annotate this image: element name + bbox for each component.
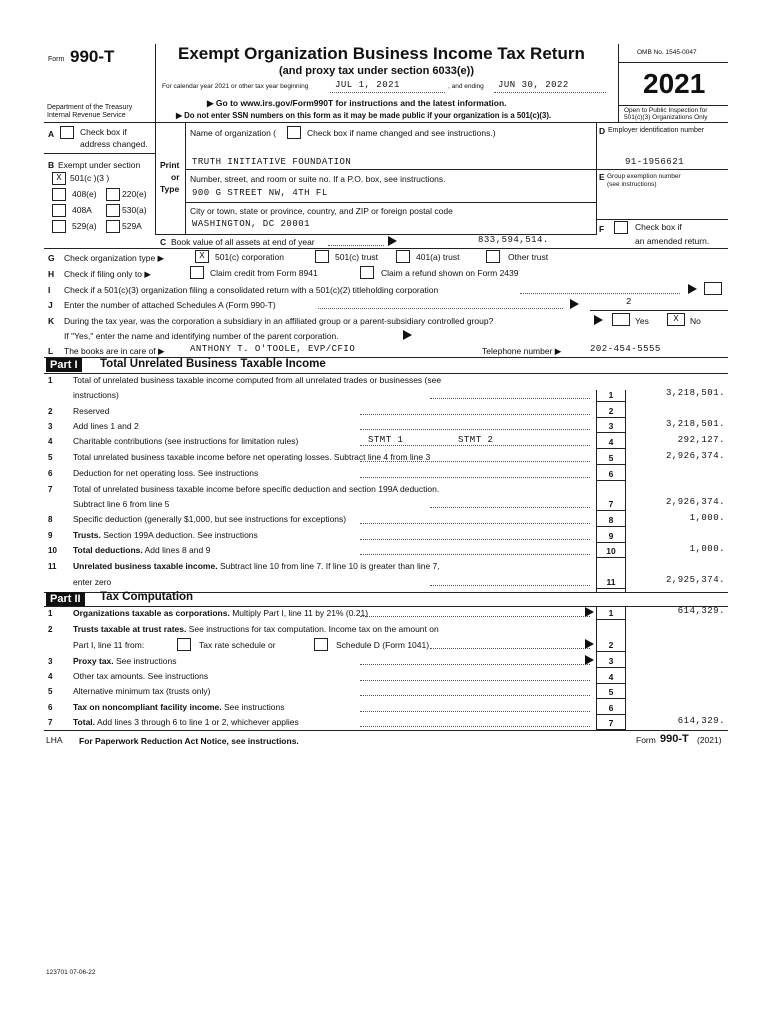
line-number: 5 xyxy=(48,453,53,462)
dot-leader xyxy=(430,585,590,586)
box-rule xyxy=(596,619,626,620)
line-amount[interactable]: 614,329. xyxy=(677,716,725,726)
dept-treasury: Department of the Treasury xyxy=(47,104,133,111)
line-text: Specific deduction (generally $1,000, but see instructions for exceptions) xyxy=(73,514,347,524)
form-number: 990-T xyxy=(70,47,115,66)
type-label: Type xyxy=(160,184,180,194)
408a-text: 408A xyxy=(72,205,92,215)
claim-credit-text: Claim credit from Form 8941 xyxy=(210,268,318,278)
form-subtitle: (and proxy tax under section 6033(e)) xyxy=(279,65,474,77)
line-bold-text: Trusts. xyxy=(73,530,101,540)
line-number: 7 xyxy=(48,485,53,494)
street-label: Number, street, and room or suite no. If a P.O. box, see instructions. xyxy=(190,174,446,184)
statement-ref-1: STMT 1 xyxy=(368,435,404,445)
408a-checkbox[interactable] xyxy=(52,204,66,217)
goto-instructions: ▶ Go to www.irs.gov/Form990T for instructions and the latest information. xyxy=(207,98,507,108)
line-text: Section 199A deduction. See instructions xyxy=(103,530,258,540)
line-bold-text: Unrelated business taxable income. xyxy=(73,561,218,571)
line-text-wrapper xyxy=(73,686,210,696)
line-b-label: B xyxy=(48,160,55,170)
line-bold-text: Proxy tax. xyxy=(73,656,114,666)
line-text-wrapper xyxy=(73,421,139,431)
line-text-wrapper xyxy=(73,436,298,446)
dot-leader xyxy=(430,398,590,399)
line-number: 1 xyxy=(48,376,53,385)
footer-form-number: 990-T xyxy=(660,733,689,745)
footer-form-year: (2021) xyxy=(697,735,722,745)
line-number: 11 xyxy=(48,562,57,571)
line-text: Add lines 3 through 6 to line 1 or 2, whichever applies xyxy=(96,717,299,727)
line-box-number: 6 xyxy=(608,703,614,713)
open-public-2: 501(c)(3) Organizations Only xyxy=(624,114,708,121)
org-name[interactable]: TRUTH INITIATIVE FOUNDATION xyxy=(192,157,352,167)
street-address[interactable]: 900 G STREET NW, 4TH FL xyxy=(192,188,328,198)
line-box-number: 6 xyxy=(608,469,614,479)
220e-checkbox[interactable] xyxy=(106,188,120,201)
ssn-warning: ▶ Do not enter SSN numbers on this form as it may be made public if your organization is a 501(c)(3). xyxy=(176,111,552,120)
tax-rate-schedule-checkbox[interactable] xyxy=(177,638,191,651)
line-h-label: H xyxy=(48,269,55,279)
name-changed-checkbox[interactable] xyxy=(287,126,301,139)
box-rule xyxy=(596,480,626,481)
name-changed-text: Check box if name changed and see instructions.) xyxy=(307,128,496,138)
line-text: Alternative minimum tax (trusts only) xyxy=(73,686,211,696)
amended-return-checkbox[interactable] xyxy=(614,221,628,234)
dot-leader xyxy=(360,414,590,415)
401a-trust-checkbox[interactable] xyxy=(396,250,410,263)
line-k-label: K xyxy=(48,316,55,326)
line-text: Charitable contributions (see instructions for limitation rules) xyxy=(73,436,299,446)
line-text-wrapper xyxy=(73,656,177,666)
line-text-wrapper xyxy=(73,608,368,618)
501c-checkbox[interactable]: X xyxy=(52,172,66,185)
irs: Internal Revenue Service xyxy=(47,112,126,119)
box-rule xyxy=(596,526,626,527)
schedule-d-text: Schedule D (Form 1041) xyxy=(336,640,430,650)
city-label: City or town, state or province, country, and ZIP or foreign postal code xyxy=(190,206,453,216)
line-text: Add lines 1 and 2 xyxy=(73,421,139,431)
box-rule xyxy=(596,698,626,699)
line-box-number: 1 xyxy=(608,390,614,400)
line-bold-text: Tax on noncompliant facility income. xyxy=(73,702,222,712)
line-text-wrapper xyxy=(73,545,210,555)
amended-text-2: an amended return. xyxy=(635,236,710,246)
line-number: 7 xyxy=(48,718,53,727)
line-bold-text: Trusts taxable at trust rates. xyxy=(73,624,187,634)
dot-leader xyxy=(360,445,590,446)
claim-credit-checkbox[interactable] xyxy=(190,266,204,279)
box-rule xyxy=(596,588,626,589)
form-code: 123701 07-06-22 xyxy=(46,969,96,976)
line-g-label: G xyxy=(48,253,55,263)
line-box-number: 7 xyxy=(608,499,614,509)
dot-leader xyxy=(360,616,590,617)
tax-rate-schedule-text: Tax rate schedule or xyxy=(199,640,276,650)
line-number: 5 xyxy=(48,687,53,696)
books-care-text: The books are in care of ▶ xyxy=(64,346,165,356)
claim-refund-text: Claim a refund shown on Form 2439 xyxy=(381,268,519,278)
line-j-label: J xyxy=(48,300,53,310)
arrow-icon xyxy=(585,655,594,665)
exempt-under-text: Exempt under section xyxy=(58,160,141,170)
line-box-number: 2 xyxy=(608,406,614,416)
box-rule xyxy=(596,417,626,418)
501c-trust-checkbox[interactable] xyxy=(315,250,329,263)
line-f-label: F xyxy=(599,224,605,234)
line-number: 9 xyxy=(48,531,53,540)
arrow-icon xyxy=(585,607,594,617)
line-number: 3 xyxy=(48,657,53,666)
line-box-number: 1 xyxy=(608,608,614,618)
dot-leader xyxy=(360,711,590,712)
dot-leader xyxy=(360,461,590,462)
dot-leader xyxy=(430,648,590,649)
dot-leader xyxy=(360,429,590,430)
line-text-wrapper xyxy=(73,561,440,571)
line-text-wrapper xyxy=(73,671,208,681)
subsidiary-yes-checkbox[interactable] xyxy=(612,313,630,326)
line-amount[interactable]: 1,000. xyxy=(689,513,725,523)
schedules-a-text: Enter the number of attached Schedules A (Form 990-T) xyxy=(64,300,276,310)
footer-form-word: Form xyxy=(636,735,656,745)
line-amount[interactable]: 2,926,374. xyxy=(665,451,725,461)
line-box-number: 10 xyxy=(606,546,616,556)
line-number: 8 xyxy=(48,515,53,524)
line-box-number: 8 xyxy=(608,515,614,525)
line-text-continued: Subtract line 6 from line 5 xyxy=(73,499,170,509)
line-amount[interactable]: 2,926,374. xyxy=(665,497,725,507)
and-ending-text: , and ending xyxy=(448,83,484,90)
220e-text: 220(e) xyxy=(122,189,147,199)
line-amount[interactable]: 2,925,374. xyxy=(665,575,725,585)
line-text: Reserved xyxy=(73,406,110,416)
ein-label: Employer identification number xyxy=(608,127,705,134)
org-type-text: Check organization type ▶ xyxy=(64,253,165,263)
line-i-label: I xyxy=(48,285,51,295)
subsidiary-yes-text: Yes xyxy=(635,316,649,326)
filing-only-text: Check if filing only to ▶ xyxy=(64,269,151,279)
box-rule xyxy=(596,651,626,652)
line-box-number: 3 xyxy=(608,656,614,666)
line-text-wrapper xyxy=(73,717,299,727)
408e-checkbox[interactable] xyxy=(52,188,66,201)
line-text-continued: Part I, line 11 from: xyxy=(73,640,145,650)
line-number: 6 xyxy=(48,703,53,712)
line-text: See instructions xyxy=(224,702,285,712)
line-text-wrapper xyxy=(73,484,439,494)
book-value[interactable]: 833,594,514. xyxy=(478,235,549,245)
line-text-continued: instructions) xyxy=(73,390,119,400)
line-text: Deduction for net operating loss. See instructions xyxy=(73,468,259,478)
statement-ref-2: STMT 2 xyxy=(458,435,494,445)
408e-text: 408(e) xyxy=(72,189,97,199)
ein-value[interactable]: 91-1956621 xyxy=(625,157,685,167)
org-name-label: Name of organization ( xyxy=(190,128,276,138)
line-box-number: 9 xyxy=(608,531,614,541)
books-care-name[interactable]: ANTHONY T. O'TOOLE, EVP/CFIO xyxy=(190,344,356,354)
form-word: Form xyxy=(48,56,65,63)
line-text: Total of unrelated business taxable income before specific deduction and section 199A deduction. xyxy=(73,484,440,494)
line-amount[interactable]: 292,127. xyxy=(677,435,725,445)
dot-leader xyxy=(360,695,590,696)
lha-text: LHA xyxy=(46,735,63,745)
line-text-wrapper xyxy=(73,530,258,540)
line-number: 2 xyxy=(48,407,53,416)
501c-trust-text: 501(c) trust xyxy=(335,252,378,262)
book-value-label: Book value of all assets at end of year xyxy=(171,237,315,247)
schedules-a-count[interactable]: 2 xyxy=(626,297,632,307)
line-text: Multiply Part I, line 11 by 21% (0.21) xyxy=(232,608,369,618)
line-text-wrapper xyxy=(73,375,441,385)
529A-text: 529A xyxy=(122,221,142,231)
401a-trust-text: 401(a) trust xyxy=(416,252,460,262)
end-date: JUN 30, 2022 xyxy=(498,80,569,90)
line-number: 10 xyxy=(48,546,57,555)
address-changed-text-1: Check box if xyxy=(80,127,127,137)
schedule-d-checkbox[interactable] xyxy=(314,638,328,651)
subsidiary-no-text: No xyxy=(690,316,701,326)
box-rule xyxy=(596,683,626,684)
line-box-number: 2 xyxy=(608,640,614,650)
line-amount[interactable]: 3,218,501. xyxy=(665,388,725,398)
line-amount[interactable]: 3,218,501. xyxy=(665,419,725,429)
part-2-label: Part II xyxy=(46,592,85,606)
other-trust-text: Other trust xyxy=(508,252,549,262)
line-text: Total of unrelated business taxable income computed from all unrelated trades or businesses (see xyxy=(73,375,442,385)
line-number: 6 xyxy=(48,469,53,478)
dot-leader xyxy=(360,664,590,665)
telephone-label: Telephone number ▶ xyxy=(482,346,562,356)
line-box-number: 5 xyxy=(608,453,614,463)
dot-leader xyxy=(360,680,590,681)
line-c-label: C xyxy=(160,237,167,247)
subsidiary-question: During the tax year, was the corporation a subsidiary in an affiliated group or a parent-subsidiary controlled group? xyxy=(64,316,494,326)
box-rule xyxy=(596,714,626,715)
line-text-wrapper xyxy=(73,406,109,416)
line-bold-text: Total. xyxy=(73,717,96,727)
group-exemption-label-1: Group exemption number xyxy=(607,173,681,180)
parent-corp-text: If "Yes," enter the name and identifying number of the parent corporation. xyxy=(64,331,339,341)
line-number: 2 xyxy=(48,625,53,634)
line-text-wrapper xyxy=(73,514,346,524)
dot-leader xyxy=(360,523,590,524)
box-rule xyxy=(596,448,626,449)
line-l-label: L xyxy=(48,346,54,356)
or-label: or xyxy=(171,172,180,182)
line-e-label: E xyxy=(599,172,605,182)
530a-checkbox[interactable] xyxy=(106,204,120,217)
tax-year: 2021 xyxy=(643,68,706,99)
line-box-number: 11 xyxy=(606,577,616,587)
box-rule xyxy=(596,464,626,465)
address-changed-text-2: address changed. xyxy=(80,139,148,149)
501c-text: 501(c )(3 ) xyxy=(70,173,110,183)
omb-number: OMB No. 1545-0047 xyxy=(637,49,697,56)
amended-text-1: Check box if xyxy=(635,222,682,232)
group-exemption-label-2: (see instructions) xyxy=(607,181,657,188)
dot-leader xyxy=(360,554,590,555)
line-box-number: 4 xyxy=(608,437,614,447)
line-number: 1 xyxy=(48,609,53,618)
consolidated-return-checkbox[interactable] xyxy=(704,282,722,295)
address-changed-checkbox[interactable] xyxy=(60,126,74,139)
begin-date: JUL 1, 2021 xyxy=(335,80,400,90)
line-amount[interactable]: 614,329. xyxy=(677,606,725,616)
529a-text: 529(a) xyxy=(72,221,97,231)
line-number: 4 xyxy=(48,672,53,681)
subsidiary-no-checkbox[interactable]: X xyxy=(667,313,685,326)
line-bold-text: Organizations taxable as corporations. xyxy=(73,608,230,618)
line-text: Other tax amounts. See instructions xyxy=(73,671,209,681)
line-text-continued: enter zero xyxy=(73,577,112,587)
box-rule xyxy=(596,401,626,402)
dot-leader xyxy=(360,477,590,478)
line-number: 4 xyxy=(48,437,53,446)
consolidated-return-text: Check if a 501(c)(3) organization filing a consolidated return with a 501(c)(2) titleholding corporation xyxy=(64,285,439,295)
line-text-wrapper xyxy=(73,624,439,634)
part-1-label: Part I xyxy=(46,358,82,372)
box-rule xyxy=(596,542,626,543)
line-text-wrapper xyxy=(73,702,284,712)
dot-leader xyxy=(360,539,590,540)
other-trust-checkbox[interactable] xyxy=(486,250,500,263)
box-rule xyxy=(596,432,626,433)
501c-corporation-text: 501(c) corporation xyxy=(215,252,284,262)
529A-checkbox[interactable] xyxy=(106,220,120,233)
line-text: See instructions xyxy=(116,656,177,666)
box-rule xyxy=(596,557,626,558)
dot-leader xyxy=(360,726,590,727)
line-box-number: 3 xyxy=(608,421,614,431)
box-rule xyxy=(596,667,626,668)
box-rule xyxy=(596,510,626,511)
line-number: 3 xyxy=(48,422,53,431)
line-text-wrapper xyxy=(73,468,258,478)
line-text: See instructions for tax computation. Income tax on the amount on xyxy=(188,624,439,634)
line-d-label: D xyxy=(599,126,606,136)
line-text: Subtract line 10 from line 7. If line 10 is greater than line 7, xyxy=(219,561,440,571)
line-a-label: A xyxy=(48,129,55,139)
open-public-1: Open to Public Inspection for xyxy=(624,107,708,114)
line-bold-text: Total deductions. xyxy=(73,545,143,555)
line-box-number: 7 xyxy=(608,718,614,728)
print-label: Print xyxy=(160,160,180,170)
part-2-title: Tax Computation xyxy=(100,591,194,603)
calendar-year-text: For calendar year 2021 or other tax year beginning xyxy=(162,83,309,90)
form-title: Exempt Organization Business Income Tax Return xyxy=(178,44,585,63)
telephone-number[interactable]: 202-454-5555 xyxy=(590,344,661,354)
paperwork-notice: For Paperwork Reduction Act Notice, see instructions. xyxy=(79,736,299,746)
line-box-number: 5 xyxy=(608,687,614,697)
530a-text: 530(a) xyxy=(122,205,147,215)
arrow-icon xyxy=(585,639,594,649)
line-box-number: 4 xyxy=(608,672,614,682)
line-amount[interactable]: 1,000. xyxy=(689,544,725,554)
529a-checkbox[interactable] xyxy=(52,220,66,233)
part-1-title: Total Unrelated Business Taxable Income xyxy=(100,358,326,370)
line-text: Total unrelated business taxable income before net operating losses. Subtract line 4 from line 3 xyxy=(73,452,431,462)
city-state-zip[interactable]: WASHINGTON, DC 20001 xyxy=(192,219,311,229)
line-text: Add lines 8 and 9 xyxy=(144,545,211,555)
501c-corporation-checkbox[interactable]: X xyxy=(195,250,209,263)
claim-refund-checkbox[interactable] xyxy=(360,266,374,279)
dot-leader xyxy=(430,507,590,508)
